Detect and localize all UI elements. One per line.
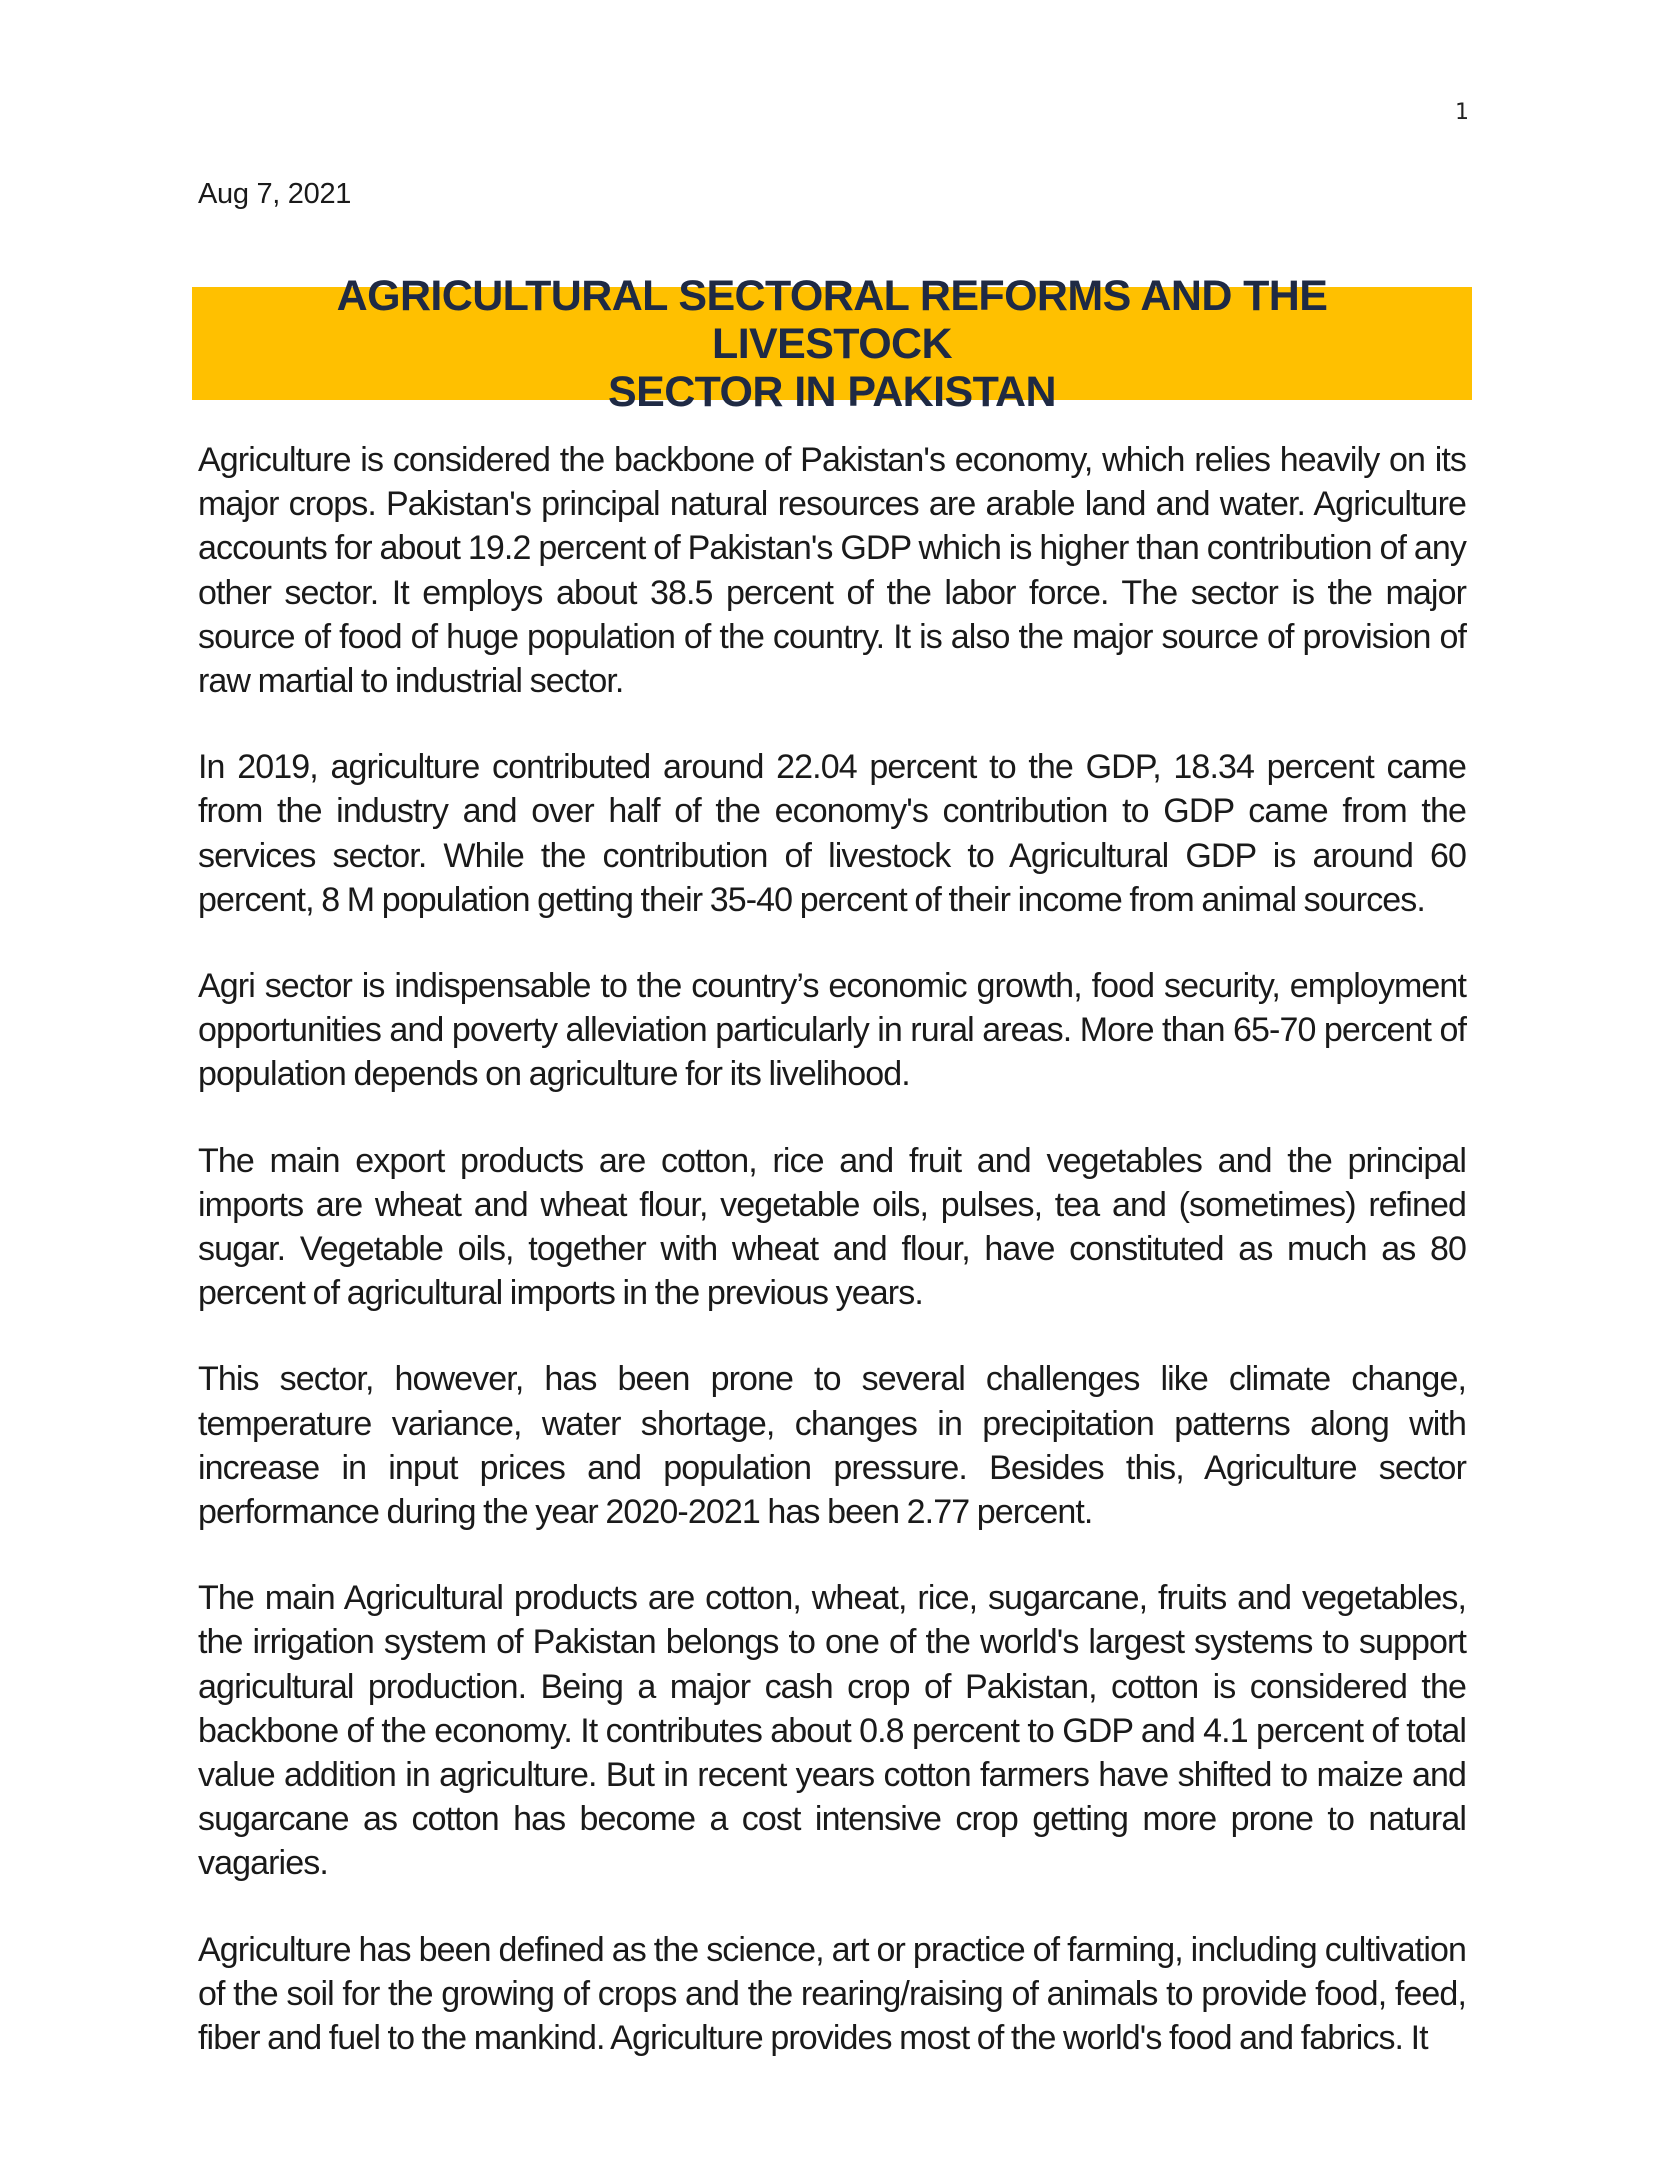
paragraph: Agriculture has been defined as the science, art or practice of farming, including cultivation of the soil for the growing of crops and the rearing/raising of animals to provide food, feed, fiber and fuel to the mankind. Agriculture provides most of the world's food and fabrics. It: [198, 1930, 1466, 2058]
title-line-2: SECTOR IN PAKISTAN: [608, 367, 1056, 416]
page-number: 1: [1455, 100, 1469, 125]
paragraph: The main export products are cotton, rice and fruit and vegetables and the principal imports are wheat and wheat flour, vegetable oils, pulses, tea and (sometimes) refined sugar. Vegetable oils, together with wheat and flour, have constituted as much as 80 percent of agricultural imports in the previous years.: [198, 1141, 1466, 1313]
paragraph: The main Agricultural products are cotton, wheat, rice, sugarcane, fruits and vegetables, the irrigation system of Pakistan belongs to one of the world's largest systems to support agricultural production. Being a major cash crop of Pakistan, cotton is considered the backbone of the economy. It contributes about 0.8 percent to GDP and 4.1 percent of total value addition in agriculture. But in recent years cotton farmers have shifted to maize and sugarcane as cotton has become a cost intensive crop getting more prone to natural vagaries.: [198, 1579, 1466, 1883]
title-line-1: AGRICULTURAL SECTORAL REFORMS AND THE LIVESTOCK: [336, 271, 1328, 368]
paragraph: Agriculture is considered the backbone of Pakistan's economy, which relies heavily on its major crops. Pakistan's principal natural resources are arable land and water. Agriculture accounts for about 19.2 percent of Pakistan's GDP which is higher than contribution of any other sector. It employs about 38.5 percent of the labor force. The sector is the major source of food of huge population of the country. It is also the major source of provision of raw martial to industrial sector.: [198, 441, 1466, 701]
title-banner: [192, 271, 1472, 416]
document-date: Aug 7, 2021: [198, 178, 352, 210]
document-body: [198, 438, 1466, 2102]
paragraph: In 2019, agriculture contributed around 22.04 percent to the GDP, 18.34 percent came from the industry and over half of the economy's contribution to GDP came from the services sector. While the contribution of livestock to Agricultural GDP is around 60 percent, 8 M population getting their 35-40 percent of their income from animal sources.: [198, 748, 1466, 919]
document-title: [232, 272, 1432, 416]
paragraph: Agri sector is indispensable to the country’s economic growth, food security, employment opportunities and poverty alleviation particularly in rural areas. More than 65-70 percent of population depends on agriculture for its livelihood.: [198, 967, 1466, 1094]
paragraph: This sector, however, has been prone to several challenges like climate change, temperature variance, water shortage, changes in precipitation patterns along with increase in input prices and population pressure. Besides this, Agriculture sector performance during the year 2020-2021 has been 2.77 percent.: [198, 1360, 1466, 1532]
